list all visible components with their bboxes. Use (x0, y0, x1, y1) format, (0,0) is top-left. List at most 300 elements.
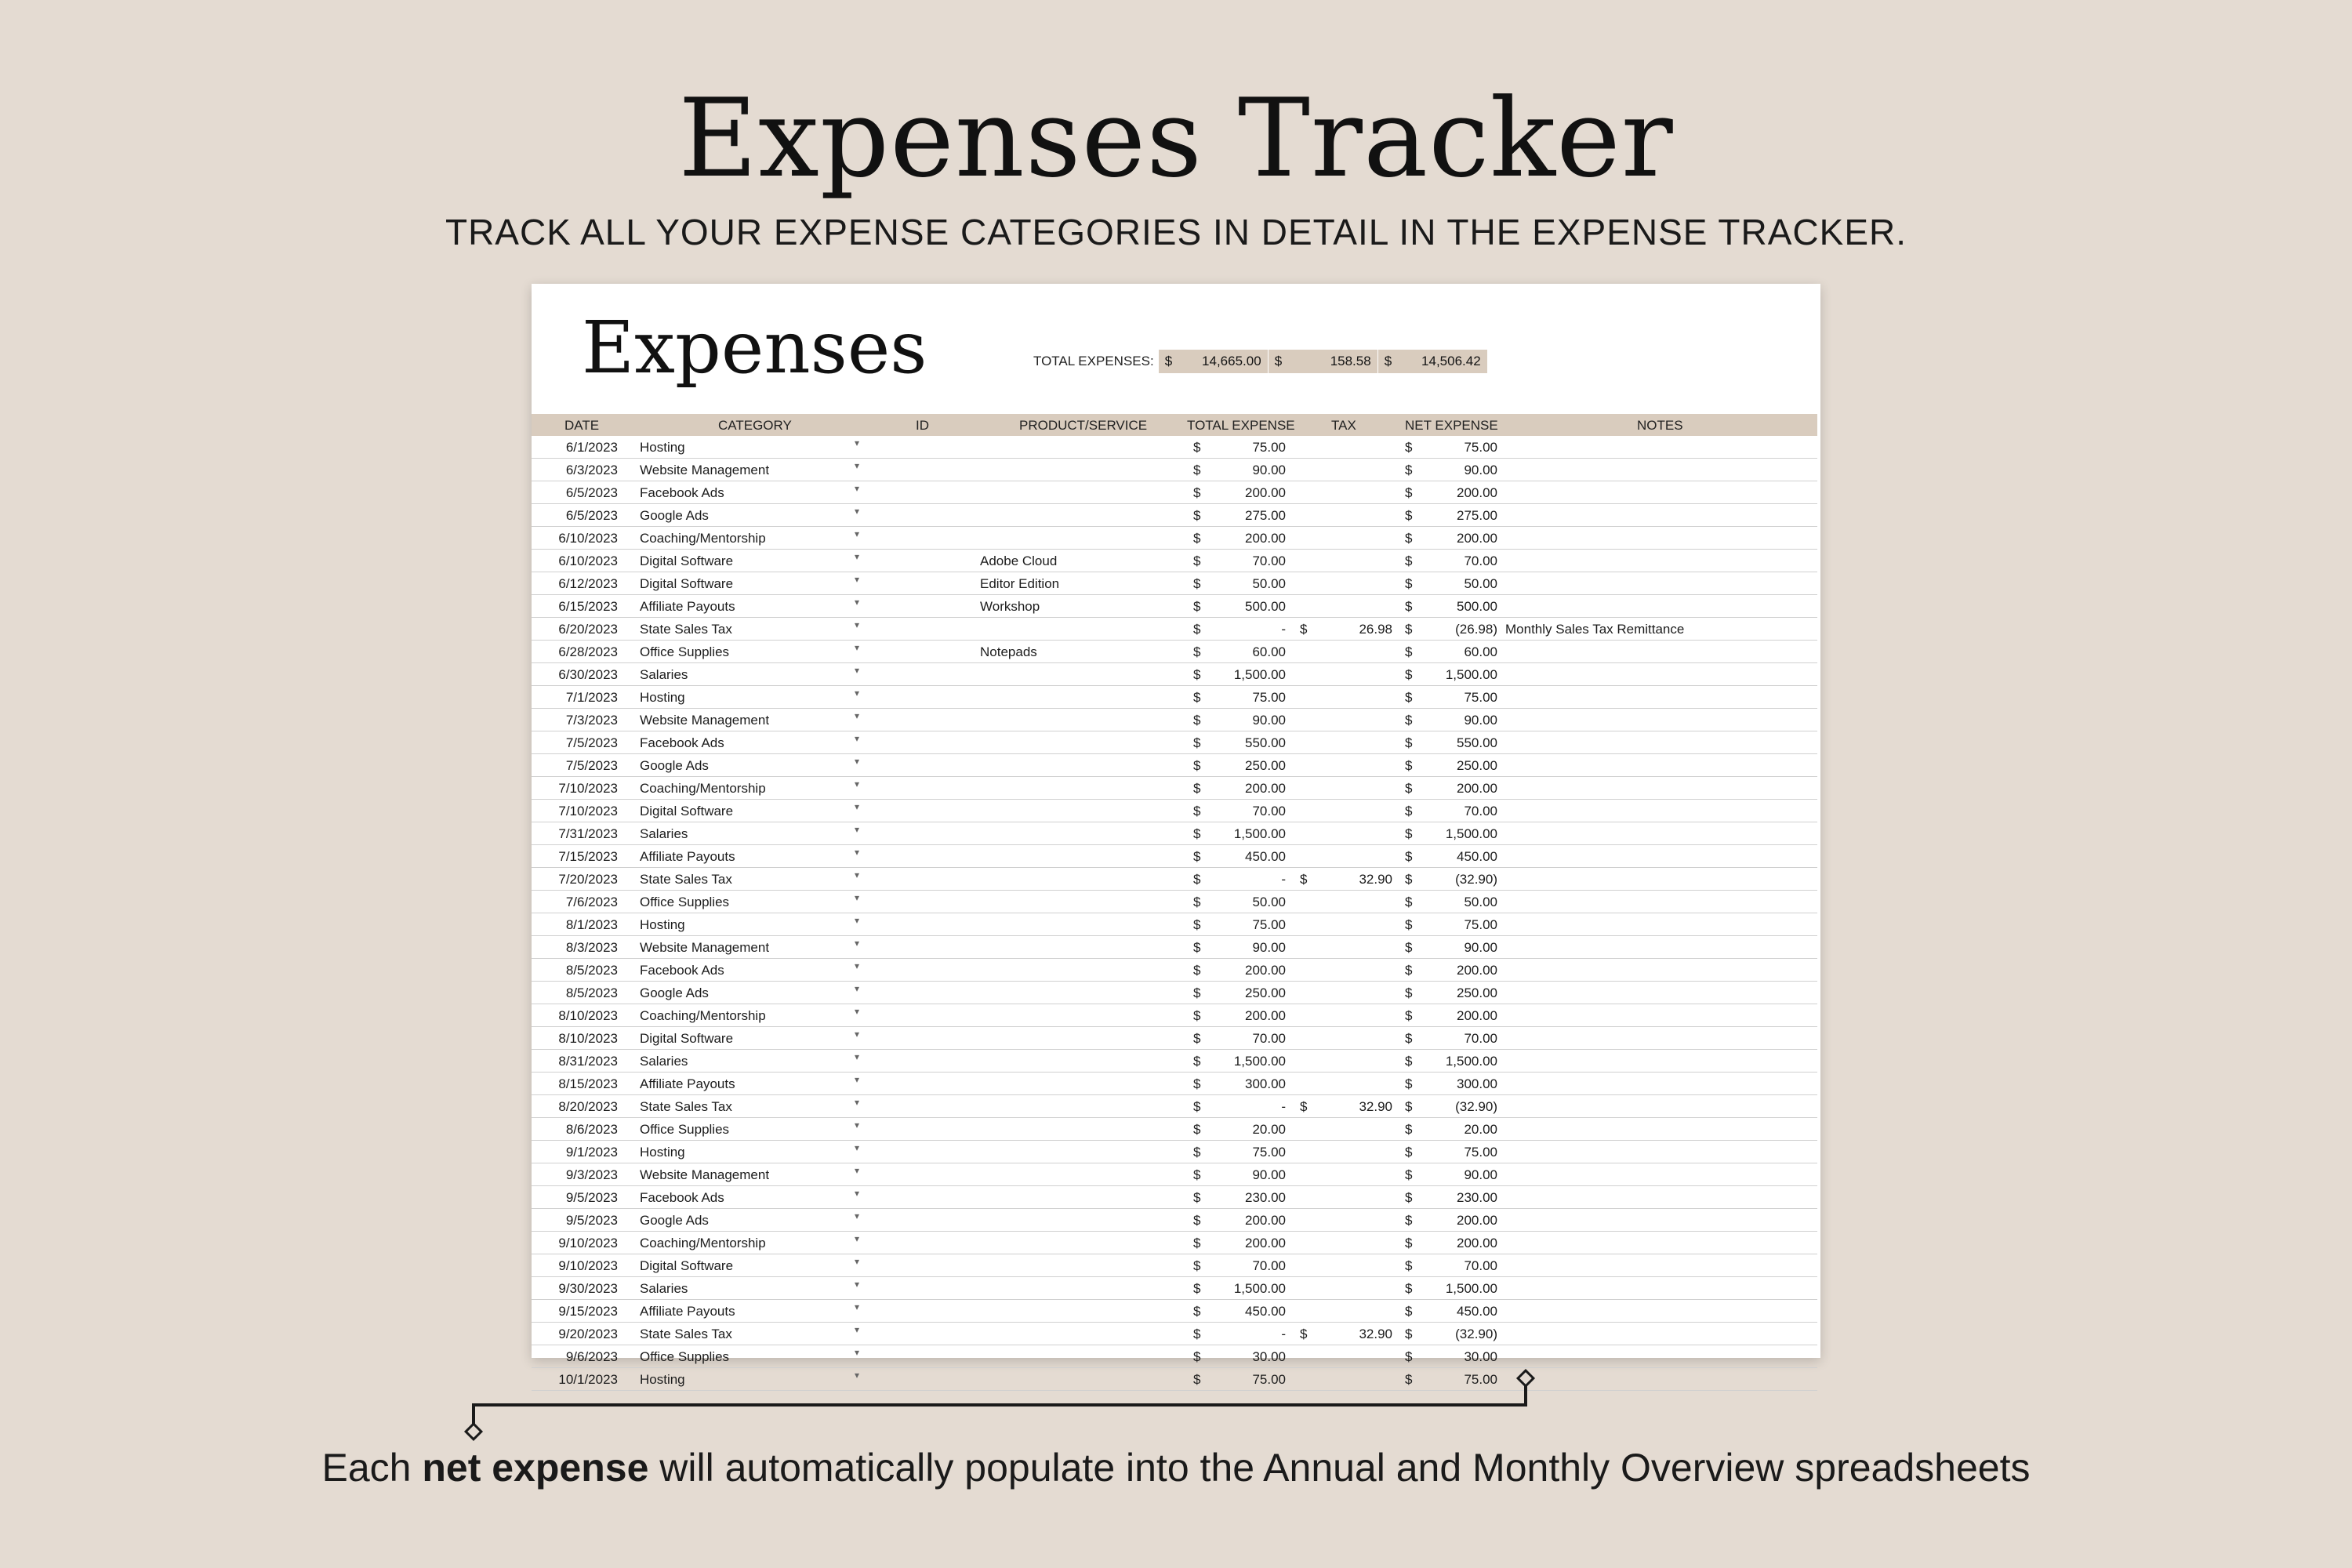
date-cell[interactable]: 8/20/2023 (558, 1099, 618, 1114)
date-cell[interactable]: 7/1/2023 (565, 690, 618, 705)
currency-symbol: $ (1300, 1099, 1308, 1114)
table-row[interactable] (532, 663, 1817, 686)
category-cell[interactable]: Affiliate Payouts (640, 1076, 735, 1091)
net-expense-cell[interactable]: 30.00 (1464, 1349, 1497, 1364)
net-expense-cell[interactable]: (26.98) (1455, 622, 1497, 637)
chevron-down-icon[interactable]: ▾ (855, 1074, 860, 1085)
total-expense-cell[interactable]: - (1281, 622, 1286, 637)
tax-cell[interactable]: 32.90 (1359, 1327, 1392, 1341)
table-row[interactable] (532, 1141, 1817, 1163)
net-expense-cell[interactable]: 200.00 (1457, 963, 1497, 978)
currency-symbol: $ (1193, 1054, 1201, 1069)
chevron-down-icon[interactable]: ▾ (855, 597, 860, 608)
total-expense-cell[interactable]: 250.00 (1245, 758, 1286, 773)
table-row[interactable] (532, 1277, 1817, 1300)
net-expense-cell[interactable]: 1,500.00 (1445, 1054, 1497, 1069)
date-cell[interactable]: 7/10/2023 (558, 781, 618, 796)
column-header-product[interactable]: PRODUCT/SERVICE (1019, 418, 1148, 433)
category-cell[interactable]: Facebook Ads (640, 735, 724, 750)
total-expense-cell[interactable]: 200.00 (1245, 781, 1286, 796)
total-expense-cell[interactable]: 1,500.00 (1233, 667, 1286, 682)
date-cell[interactable]: 6/30/2023 (558, 667, 618, 682)
footer-caption (0, 1443, 2352, 1493)
date-cell[interactable]: 6/10/2023 (558, 554, 618, 568)
total-expense-cell[interactable]: 90.00 (1252, 713, 1286, 728)
table-row[interactable] (532, 731, 1817, 754)
chevron-down-icon[interactable]: ▾ (855, 460, 860, 471)
category-cell[interactable]: Salaries (640, 1281, 688, 1296)
chevron-down-icon[interactable]: ▾ (855, 483, 860, 494)
currency-symbol: $ (1405, 963, 1413, 978)
chevron-down-icon[interactable]: ▾ (855, 960, 860, 971)
net-expense-cell[interactable]: 250.00 (1457, 985, 1497, 1000)
chevron-down-icon[interactable]: ▾ (855, 437, 860, 448)
table-row[interactable] (532, 618, 1817, 641)
date-cell[interactable]: 7/5/2023 (565, 735, 618, 750)
table-row[interactable] (532, 1027, 1817, 1050)
table-row[interactable] (532, 1232, 1817, 1254)
date-cell[interactable]: 6/20/2023 (558, 622, 618, 637)
table-row[interactable] (532, 1095, 1817, 1118)
net-expense-cell[interactable]: 300.00 (1457, 1076, 1497, 1091)
date-cell[interactable]: 8/10/2023 (558, 1008, 618, 1023)
category-cell[interactable]: Digital Software (640, 576, 734, 591)
total-expense-cell[interactable]: - (1281, 872, 1286, 887)
table-row[interactable] (532, 1163, 1817, 1186)
category-cell[interactable]: Google Ads (640, 508, 709, 523)
net-expense-cell[interactable]: 90.00 (1464, 463, 1497, 477)
category-cell[interactable]: Coaching/Mentorship (640, 531, 766, 546)
date-cell[interactable]: 9/1/2023 (565, 1145, 618, 1160)
chevron-down-icon[interactable]: ▾ (855, 1347, 860, 1358)
total-expense-cell[interactable]: 70.00 (1252, 1031, 1286, 1046)
table-row[interactable] (532, 686, 1817, 709)
total-expense-cell[interactable]: 300.00 (1245, 1076, 1286, 1091)
table-row[interactable] (532, 481, 1817, 504)
chevron-down-icon[interactable]: ▾ (855, 847, 860, 858)
chevron-down-icon[interactable]: ▾ (855, 801, 860, 812)
chevron-down-icon[interactable]: ▾ (855, 1120, 860, 1131)
date-cell[interactable]: 7/15/2023 (558, 849, 618, 864)
net-expense-cell[interactable]: 20.00 (1464, 1122, 1497, 1137)
footer-text-start: Each (321, 1446, 423, 1490)
total-expense-cell[interactable]: 550.00 (1245, 735, 1286, 750)
chevron-down-icon[interactable]: ▾ (855, 619, 860, 630)
category-cell[interactable]: Digital Software (640, 804, 734, 818)
total-expense-cell[interactable]: 75.00 (1252, 1372, 1286, 1387)
chevron-down-icon[interactable]: ▾ (855, 1279, 860, 1290)
table-row[interactable] (532, 1345, 1817, 1368)
currency-symbol: $ (1405, 463, 1413, 477)
net-expense-cell[interactable]: 75.00 (1464, 917, 1497, 932)
date-cell[interactable]: 6/5/2023 (565, 508, 618, 523)
product-cell[interactable]: Editor Edition (980, 576, 1060, 591)
date-cell[interactable]: 9/15/2023 (558, 1304, 618, 1319)
total-expense-cell[interactable]: 200.00 (1245, 963, 1286, 978)
category-cell[interactable]: Google Ads (640, 985, 709, 1000)
net-expense-cell[interactable]: 200.00 (1457, 1213, 1497, 1228)
product-cell[interactable]: Notepads (980, 644, 1037, 659)
table-row[interactable] (532, 595, 1817, 618)
net-expense-cell[interactable]: (32.90) (1455, 872, 1497, 887)
chevron-down-icon[interactable]: ▾ (855, 574, 860, 585)
table-row[interactable] (532, 550, 1817, 572)
column-header-notes[interactable]: NOTES (1637, 418, 1683, 433)
table-row[interactable] (532, 527, 1817, 550)
date-cell[interactable]: 8/5/2023 (565, 963, 618, 978)
product-cell[interactable]: Adobe Cloud (980, 554, 1058, 568)
category-cell[interactable]: Hosting (640, 1372, 685, 1387)
table-row[interactable] (532, 709, 1817, 731)
total-expense-cell[interactable]: 75.00 (1252, 917, 1286, 932)
total-expense-cell[interactable]: - (1281, 1327, 1286, 1341)
currency-symbol: $ (1405, 1076, 1413, 1091)
currency-symbol: $ (1193, 826, 1201, 841)
net-expense-cell[interactable]: 60.00 (1464, 644, 1497, 659)
chevron-down-icon[interactable]: ▾ (855, 1210, 860, 1221)
table-row[interactable] (532, 1073, 1817, 1095)
category-cell[interactable]: State Sales Tax (640, 1327, 732, 1341)
total-expense-cell[interactable]: 200.00 (1245, 531, 1286, 546)
category-cell[interactable]: Coaching/Mentorship (640, 1236, 766, 1250)
net-expense-cell[interactable]: 70.00 (1464, 1258, 1497, 1273)
category-cell[interactable]: Affiliate Payouts (640, 849, 735, 864)
net-expense-cell[interactable]: 450.00 (1457, 1304, 1497, 1319)
net-expense-cell[interactable]: (32.90) (1455, 1099, 1497, 1114)
category-cell[interactable]: Affiliate Payouts (640, 1304, 735, 1319)
category-cell[interactable]: Facebook Ads (640, 485, 724, 500)
net-expense-cell[interactable]: 200.00 (1457, 1236, 1497, 1250)
date-cell[interactable]: 9/10/2023 (558, 1258, 618, 1273)
chevron-down-icon[interactable]: ▾ (855, 756, 860, 767)
tax-cell[interactable]: 32.90 (1359, 872, 1392, 887)
chevron-down-icon[interactable]: ▾ (855, 824, 860, 835)
table-row[interactable] (532, 1300, 1817, 1323)
currency-symbol: $ (1193, 1372, 1201, 1387)
category-cell[interactable]: Coaching/Mentorship (640, 781, 766, 796)
date-cell[interactable]: 9/5/2023 (565, 1213, 618, 1228)
net-expense-cell[interactable]: (32.90) (1455, 1327, 1497, 1341)
total-expense-cell[interactable]: 50.00 (1252, 895, 1286, 909)
category-cell[interactable]: Hosting (640, 440, 685, 455)
category-cell[interactable]: Website Management (640, 940, 770, 955)
total-tax-cell[interactable] (1269, 350, 1378, 373)
total-expense-cell[interactable]: 75.00 (1252, 1145, 1286, 1160)
total-expense-cell[interactable]: 450.00 (1245, 849, 1286, 864)
net-expense-cell[interactable]: 70.00 (1464, 1031, 1497, 1046)
date-cell[interactable]: 8/10/2023 (558, 1031, 618, 1046)
chevron-down-icon[interactable]: ▾ (855, 1370, 860, 1381)
chevron-down-icon[interactable]: ▾ (855, 1233, 860, 1244)
chevron-down-icon[interactable]: ▾ (855, 1097, 860, 1108)
total-expense-cell[interactable]: 230.00 (1245, 1190, 1286, 1205)
net-expense-cell[interactable]: 50.00 (1464, 576, 1497, 591)
date-cell[interactable]: 6/1/2023 (565, 440, 618, 455)
date-cell[interactable]: 6/5/2023 (565, 485, 618, 500)
net-expense-cell[interactable]: 75.00 (1464, 1145, 1497, 1160)
chevron-down-icon[interactable]: ▾ (855, 869, 860, 880)
total-expense-cell[interactable]: 70.00 (1252, 1258, 1286, 1273)
chevron-down-icon[interactable]: ▾ (855, 1256, 860, 1267)
category-cell[interactable]: Coaching/Mentorship (640, 1008, 766, 1023)
table-row[interactable] (532, 1209, 1817, 1232)
chevron-down-icon[interactable]: ▾ (855, 892, 860, 903)
date-cell[interactable]: 6/3/2023 (565, 463, 618, 477)
total-expense-cell[interactable]: 200.00 (1245, 485, 1286, 500)
currency-symbol: $ (1405, 735, 1413, 750)
total-expense-cell[interactable]: 90.00 (1252, 1167, 1286, 1182)
total-expense-cell[interactable] (1159, 350, 1269, 373)
date-cell[interactable]: 9/20/2023 (558, 1327, 618, 1341)
total-expense-cell[interactable]: 200.00 (1245, 1008, 1286, 1023)
date-cell[interactable]: 8/31/2023 (558, 1054, 618, 1069)
chevron-down-icon[interactable]: ▾ (855, 983, 860, 994)
total-expense-cell[interactable]: 200.00 (1245, 1236, 1286, 1250)
chevron-down-icon[interactable]: ▾ (855, 1142, 860, 1153)
total-expense-cell[interactable]: 250.00 (1245, 985, 1286, 1000)
net-expense-cell[interactable]: 75.00 (1464, 440, 1497, 455)
total-expense-cell[interactable]: 30.00 (1252, 1349, 1286, 1364)
category-cell[interactable]: Office Supplies (640, 1349, 730, 1364)
chevron-down-icon[interactable]: ▾ (855, 551, 860, 562)
currency-symbol: $ (1405, 1031, 1413, 1046)
date-cell[interactable]: 9/30/2023 (558, 1281, 618, 1296)
date-cell[interactable]: 9/5/2023 (565, 1190, 618, 1205)
total-expense-cell[interactable]: 450.00 (1245, 1304, 1286, 1319)
chevron-down-icon[interactable]: ▾ (855, 938, 860, 949)
net-expense-cell[interactable]: 550.00 (1457, 735, 1497, 750)
net-expense-cell[interactable]: 1,500.00 (1445, 667, 1497, 682)
currency-symbol: $ (1405, 576, 1413, 591)
net-expense-cell[interactable]: 500.00 (1457, 599, 1497, 614)
chevron-down-icon[interactable]: ▾ (855, 665, 860, 676)
date-cell[interactable]: 6/10/2023 (558, 531, 618, 546)
date-cell[interactable]: 7/3/2023 (565, 713, 618, 728)
category-cell[interactable]: Facebook Ads (640, 963, 724, 978)
category-cell[interactable]: Website Management (640, 713, 770, 728)
table-row[interactable] (532, 754, 1817, 777)
net-expense-cell[interactable]: 1,500.00 (1445, 1281, 1497, 1296)
net-expense-cell[interactable]: 275.00 (1457, 508, 1497, 523)
table-row[interactable] (532, 959, 1817, 982)
table-row[interactable] (532, 777, 1817, 800)
net-expense-cell[interactable]: 230.00 (1457, 1190, 1497, 1205)
column-header-date[interactable]: DATE (564, 418, 600, 433)
category-cell[interactable]: Salaries (640, 1054, 688, 1069)
table-row[interactable] (532, 1050, 1817, 1073)
net-expense-cell[interactable]: 200.00 (1457, 781, 1497, 796)
column-header-category[interactable]: CATEGORY (718, 418, 792, 433)
tax-cell[interactable]: 26.98 (1359, 622, 1392, 637)
date-cell[interactable]: 7/10/2023 (558, 804, 618, 818)
category-cell[interactable]: State Sales Tax (640, 1099, 732, 1114)
notes-cell[interactable]: Monthly Sales Tax Remittance (1505, 622, 1685, 637)
chevron-down-icon[interactable]: ▾ (855, 710, 860, 721)
total-expense-cell[interactable]: - (1281, 1099, 1286, 1114)
date-cell[interactable]: 6/28/2023 (558, 644, 618, 659)
net-expense-cell[interactable]: 90.00 (1464, 940, 1497, 955)
table-row[interactable] (532, 1186, 1817, 1209)
total-expense-cell[interactable]: 500.00 (1245, 599, 1286, 614)
currency-symbol: $ (1193, 1099, 1201, 1114)
date-cell[interactable]: 7/31/2023 (558, 826, 618, 841)
table-row[interactable] (532, 1254, 1817, 1277)
chevron-down-icon[interactable]: ▾ (855, 506, 860, 517)
table-row[interactable] (532, 504, 1817, 527)
currency-symbol: $ (1405, 758, 1413, 773)
total-expense-cell[interactable]: 20.00 (1252, 1122, 1286, 1137)
net-expense-cell[interactable]: 1,500.00 (1445, 826, 1497, 841)
column-header-id[interactable]: ID (916, 418, 929, 433)
currency-symbol: $ (1193, 758, 1201, 773)
product-cell[interactable]: Workshop (980, 599, 1040, 614)
column-header-total-expense[interactable]: TOTAL EXPENSE (1187, 418, 1295, 433)
category-cell[interactable]: Affiliate Payouts (640, 599, 735, 614)
chevron-down-icon[interactable]: ▾ (855, 1301, 860, 1312)
table-row[interactable] (532, 868, 1817, 891)
category-cell[interactable]: Google Ads (640, 758, 709, 773)
net-expense-cell[interactable]: 75.00 (1464, 1372, 1497, 1387)
category-cell[interactable]: Google Ads (640, 1213, 709, 1228)
net-expense-cell[interactable]: 200.00 (1457, 485, 1497, 500)
total-expense-cell[interactable]: 1,500.00 (1233, 1281, 1286, 1296)
total-net-value: 14,506.42 (1421, 354, 1481, 368)
column-header-net-expense[interactable]: NET EXPENSE (1405, 418, 1498, 433)
table-row[interactable] (532, 1323, 1817, 1345)
currency-symbol: $ (1405, 599, 1413, 614)
net-expense-cell[interactable]: 200.00 (1457, 531, 1497, 546)
category-cell[interactable]: Facebook Ads (640, 1190, 724, 1205)
table-row[interactable] (532, 641, 1817, 663)
chevron-down-icon[interactable]: ▾ (855, 779, 860, 789)
category-cell[interactable]: Office Supplies (640, 1122, 730, 1137)
total-expense-cell[interactable]: 200.00 (1245, 1213, 1286, 1228)
net-expense-cell[interactable]: 50.00 (1464, 895, 1497, 909)
category-cell[interactable]: Office Supplies (640, 644, 730, 659)
currency-symbol: $ (1193, 963, 1201, 978)
table-row[interactable] (532, 982, 1817, 1004)
net-expense-cell[interactable]: 250.00 (1457, 758, 1497, 773)
column-header-tax[interactable]: TAX (1331, 418, 1356, 433)
net-expense-cell[interactable]: 450.00 (1457, 849, 1497, 864)
date-cell[interactable]: 9/6/2023 (565, 1349, 618, 1364)
date-cell[interactable]: 9/10/2023 (558, 1236, 618, 1250)
chevron-down-icon[interactable]: ▾ (855, 1188, 860, 1199)
table-row[interactable] (532, 913, 1817, 936)
chevron-down-icon[interactable]: ▾ (855, 733, 860, 744)
currency-symbol: $ (1300, 1327, 1308, 1341)
date-cell[interactable]: 8/1/2023 (565, 917, 618, 932)
total-expense-cell[interactable]: 70.00 (1252, 554, 1286, 568)
currency-symbol: $ (1193, 781, 1201, 796)
category-cell[interactable]: Website Management (640, 1167, 770, 1182)
net-expense-cell[interactable]: 90.00 (1464, 713, 1497, 728)
category-cell[interactable]: Hosting (640, 690, 685, 705)
total-expense-cell[interactable]: 1,500.00 (1233, 826, 1286, 841)
net-expense-cell[interactable]: 70.00 (1464, 804, 1497, 818)
currency-symbol: $ (1193, 1076, 1201, 1091)
table-row[interactable] (532, 891, 1817, 913)
table-row[interactable] (532, 436, 1817, 459)
total-expense-cell[interactable]: 90.00 (1252, 940, 1286, 955)
category-cell[interactable]: Hosting (640, 917, 685, 932)
table-row[interactable] (532, 1368, 1817, 1391)
net-expense-cell[interactable]: 75.00 (1464, 690, 1497, 705)
currency-symbol: $ (1193, 1167, 1201, 1182)
total-expense-cell[interactable]: 75.00 (1252, 440, 1286, 455)
category-cell[interactable]: Salaries (640, 826, 688, 841)
total-expense-cell[interactable]: 70.00 (1252, 804, 1286, 818)
chevron-down-icon[interactable]: ▾ (855, 528, 860, 539)
category-cell[interactable]: Hosting (640, 1145, 685, 1160)
tax-cell[interactable]: 32.90 (1359, 1099, 1392, 1114)
total-expense-cell[interactable]: 50.00 (1252, 576, 1286, 591)
currency-symbol: $ (1193, 554, 1201, 568)
total-expense-cell[interactable]: 90.00 (1252, 463, 1286, 477)
table-row[interactable] (532, 845, 1817, 868)
table-row[interactable] (532, 459, 1817, 481)
net-expense-cell[interactable]: 200.00 (1457, 1008, 1497, 1023)
chevron-down-icon[interactable]: ▾ (855, 1029, 860, 1040)
date-cell[interactable]: 7/20/2023 (558, 872, 618, 887)
currency-symbol: $ (1405, 1281, 1413, 1296)
date-cell[interactable]: 10/1/2023 (558, 1372, 618, 1387)
chevron-down-icon[interactable]: ▾ (855, 688, 860, 699)
category-cell[interactable]: Digital Software (640, 554, 734, 568)
chevron-down-icon[interactable]: ▾ (855, 1324, 860, 1335)
table-row[interactable] (532, 572, 1817, 595)
currency-symbol: $ (1405, 826, 1413, 841)
category-cell[interactable]: Digital Software (640, 1258, 734, 1273)
total-net-cell[interactable] (1378, 350, 1488, 373)
date-cell[interactable]: 6/12/2023 (558, 576, 618, 591)
total-expense-cell[interactable]: 275.00 (1245, 508, 1286, 523)
chevron-down-icon[interactable]: ▾ (855, 642, 860, 653)
table-row[interactable] (532, 822, 1817, 845)
total-expense-cell[interactable]: 60.00 (1252, 644, 1286, 659)
date-cell[interactable]: 8/5/2023 (565, 985, 618, 1000)
category-cell[interactable]: State Sales Tax (640, 872, 732, 887)
table-row[interactable] (532, 936, 1817, 959)
table-row[interactable] (532, 1004, 1817, 1027)
date-cell[interactable]: 7/6/2023 (565, 895, 618, 909)
chevron-down-icon[interactable]: ▾ (855, 1165, 860, 1176)
category-cell[interactable]: Digital Software (640, 1031, 734, 1046)
currency-symbol: $ (1405, 713, 1413, 728)
table-row[interactable] (532, 800, 1817, 822)
total-expense-cell[interactable]: 75.00 (1252, 690, 1286, 705)
category-cell[interactable]: State Sales Tax (640, 622, 732, 637)
category-cell[interactable]: Office Supplies (640, 895, 730, 909)
date-cell[interactable]: 8/3/2023 (565, 940, 618, 955)
total-expense-cell[interactable]: 1,500.00 (1233, 1054, 1286, 1069)
chevron-down-icon[interactable]: ▾ (855, 915, 860, 926)
date-cell[interactable]: 7/5/2023 (565, 758, 618, 773)
category-cell[interactable]: Salaries (640, 667, 688, 682)
currency-symbol: $ (1193, 1236, 1201, 1250)
date-cell[interactable]: 8/6/2023 (565, 1122, 618, 1137)
date-cell[interactable]: 9/3/2023 (565, 1167, 618, 1182)
footer-text-end: will automatically populate into the Annual and Monthly Overview spreadsheets (648, 1446, 2031, 1490)
chevron-down-icon[interactable]: ▾ (855, 1051, 860, 1062)
table-row[interactable] (532, 1118, 1817, 1141)
net-expense-cell[interactable]: 70.00 (1464, 554, 1497, 568)
net-expense-cell[interactable]: 90.00 (1464, 1167, 1497, 1182)
date-cell[interactable]: 8/15/2023 (558, 1076, 618, 1091)
date-cell[interactable]: 6/15/2023 (558, 599, 618, 614)
chevron-down-icon[interactable]: ▾ (855, 1006, 860, 1017)
category-cell[interactable]: Website Management (640, 463, 770, 477)
